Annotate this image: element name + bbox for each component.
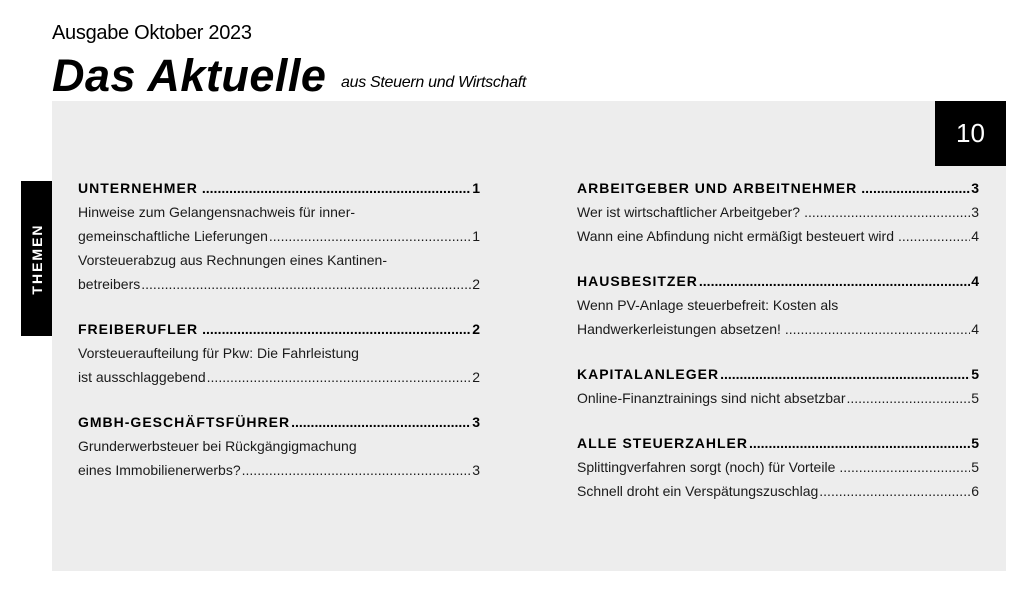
toc-entry[interactable]: ist ausschlaggebend ..... 2 — [78, 365, 480, 389]
toc-section-arbeitgeber — [577, 176, 979, 248]
toc-section-unternehmer — [78, 176, 480, 296]
toc-entry[interactable]: betreibers ..... 2 — [78, 272, 480, 296]
toc-entry[interactable]: Handwerkerleistungen absetzen! ..... 4 — [577, 317, 979, 341]
page-title: Das Aktuelle — [52, 50, 327, 101]
toc-section-kapitalanleger — [577, 362, 979, 410]
toc-heading[interactable]: UNTERNEHMER ..... 1 — [78, 176, 480, 200]
toc-entry[interactable]: eines Immobilienerwerbs? ..... 3 — [78, 458, 480, 482]
toc-section-hausbesitzer — [577, 269, 979, 341]
toc-heading[interactable]: KAPITALANLEGER ..... 5 — [577, 362, 979, 386]
toc-entry-line[interactable]: Wenn PV-Anlage steuerbefreit: Kosten als — [577, 297, 839, 313]
toc-heading[interactable]: FREIBERUFLER ..... 2 — [78, 317, 480, 341]
toc-heading[interactable]: ALLE STEUERZAHLER ..... 5 — [577, 431, 979, 455]
toc-entry-line[interactable]: Hinweise zum Gelangensnachweis für inner- — [78, 204, 356, 220]
toc-entry[interactable]: Online-Finanztrainings sind nicht absetzbar ..... 5 — [577, 386, 979, 410]
issue-label: Ausgabe Oktober 2023 — [52, 22, 252, 44]
toc-section-gmbh — [78, 410, 480, 482]
toc-section-alle-steuerzahler — [577, 431, 979, 503]
toc-entry[interactable]: Splittingverfahren sorgt (noch) für Vorteile ..... 5 — [577, 455, 979, 479]
toc-entry[interactable]: Wann eine Abfindung nicht ermäßigt besteuert wird ..... 4 — [577, 224, 979, 248]
toc-entry-line[interactable]: Vorsteueraufteilung für Pkw: Die Fahrleistung — [78, 345, 359, 361]
toc-heading[interactable]: ARBEITGEBER UND ARBEITNEHMER ..... 3 — [577, 176, 979, 200]
toc-column-right — [577, 176, 979, 524]
toc-entry-line[interactable]: Vorsteuerabzug aus Rechnungen eines Kantinen- — [78, 252, 387, 268]
themen-label: THEMEN — [28, 222, 45, 295]
toc-heading[interactable]: GMBH-GESCHÄFTSFÜHRER ..... 3 — [78, 410, 480, 434]
page-number-badge — [935, 101, 1006, 166]
toc-entry[interactable]: Wer ist wirtschaftlicher Arbeitgeber? ..... 3 — [577, 200, 979, 224]
toc-heading[interactable]: HAUSBESITZER ..... 4 — [577, 269, 979, 293]
themen-side-tab — [21, 181, 52, 336]
page-subtitle: aus Steuern und Wirtschaft — [341, 74, 527, 91]
toc-section-freiberufler — [78, 317, 480, 389]
page-number: 10 — [956, 118, 985, 148]
toc-entry[interactable]: Schnell droht ein Verspätungszuschlag ..... 6 — [577, 479, 979, 503]
toc-column-left — [78, 176, 480, 503]
toc-entry[interactable]: gemeinschaftliche Lieferungen ..... 1 — [78, 224, 480, 248]
toc-entry-line[interactable]: Grunderwerbsteuer bei Rückgängigmachung — [78, 438, 357, 454]
